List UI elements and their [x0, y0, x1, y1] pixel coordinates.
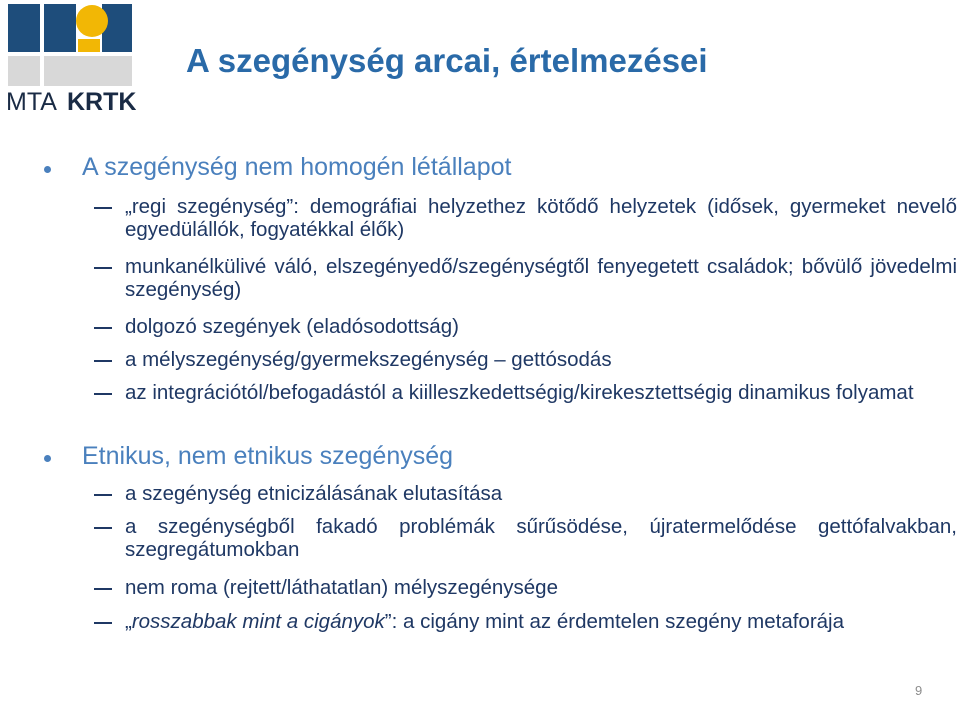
section-heading: A szegénység nem homogén létállapot	[82, 153, 512, 181]
list-item: nem roma (rejtett/láthatatlan) mélyszegénysége	[125, 576, 558, 599]
list-item: dolgozó szegények (eladósodottság)	[125, 315, 459, 338]
slide-title: A szegénység arcai, értelmezései	[186, 42, 708, 79]
dash-marker	[94, 327, 112, 329]
list-item-rest: : a cigány mint az érdemtelen szegény metaforája	[391, 610, 844, 633]
bullet-dot	[44, 455, 51, 462]
section-heading: Etnikus, nem etnikus szegénység	[82, 442, 454, 470]
quote-open: „	[125, 610, 132, 633]
dash-marker	[94, 622, 112, 624]
bullet-dot	[44, 166, 51, 173]
quote-close: ”	[384, 610, 392, 633]
list-item: a mélyszegénység/gyermekszegénység – gettósodás	[125, 348, 612, 371]
dash-marker	[94, 360, 112, 362]
logo-text-krtk: KRTK	[67, 88, 136, 114]
dash-marker	[94, 527, 112, 529]
list-item	[125, 610, 957, 633]
dash-marker	[94, 393, 112, 395]
list-item: munkanélkülivé váló, elszegényedő/szegénységtől fenyegetett családok; bővülő jövedelmi szegénység)	[125, 255, 957, 301]
dash-marker	[94, 494, 112, 496]
logo-text-mta: MTA	[6, 88, 57, 114]
emphasized-phrase: rosszabbak mint a cigányok	[131, 610, 385, 633]
list-item: a szegénységből fakadó problémák sűrűsödése, újratermelődése gettófalvakban, szegregátumokban	[125, 515, 957, 561]
dash-marker	[94, 207, 112, 209]
dash-marker	[94, 267, 112, 269]
page-number: 9	[915, 683, 923, 698]
list-item: „regi szegénység”: demográfiai helyzethez kötődő helyzetek (idősek, gyermeket nevelő egyedülállók, fogyatékkal élők)	[125, 195, 957, 241]
list-item: az integrációtól/befogadástól a kiilleszkedettségig/kirekesztettségig dinamikus folyamat	[125, 381, 914, 404]
list-item: a szegénység etnicizálásának elutasítása	[125, 482, 503, 505]
dash-marker	[94, 588, 112, 590]
